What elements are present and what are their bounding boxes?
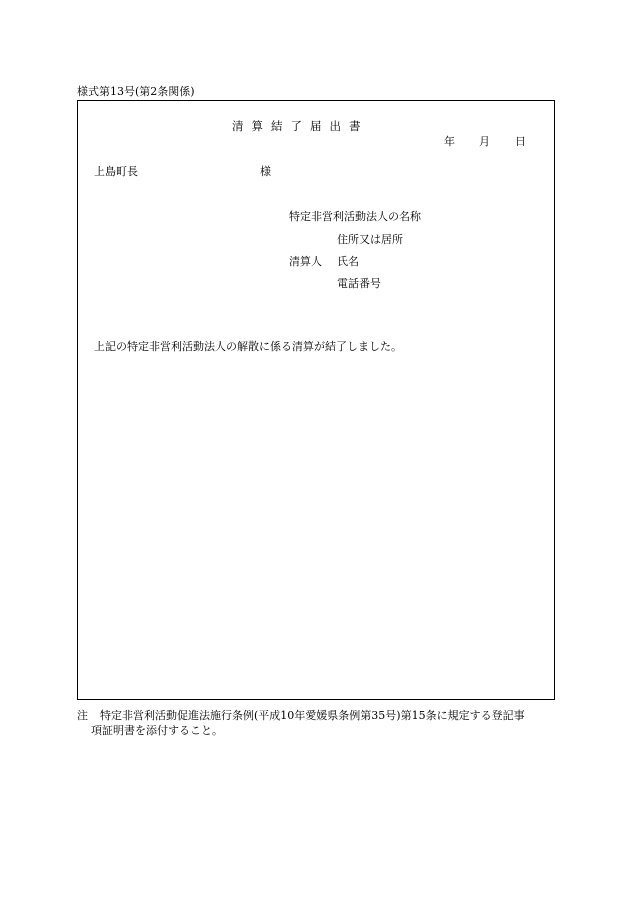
liquidator-name-label: 氏名 [337, 255, 359, 268]
address-label: 住所又は居所 [337, 233, 403, 246]
date-year-label: 年 [444, 135, 455, 148]
document-title: 清算結了届出書 [232, 119, 369, 133]
form-frame [77, 100, 555, 700]
liquidator-label: 清算人 [289, 255, 322, 268]
date-day-label: 日 [515, 135, 526, 148]
note-text-line-1: 特定非営利活動促進法施行条例(平成10年愛媛県条例第35号)第15条に規定する登記事 [100, 709, 525, 722]
addressee-name: 上島町長 [94, 165, 138, 178]
phone-label: 電話番号 [337, 277, 381, 290]
addressee-honorific: 様 [260, 165, 271, 178]
date-month-label: 月 [479, 135, 490, 148]
body-statement: 上記の特定非営利活動法人の解散に係る清算が結了しました。 [94, 340, 402, 353]
org-name-label: 特定非営利活動法人の名称 [289, 210, 421, 223]
form-number-label: 様式第13号(第2条関係) [77, 85, 195, 98]
note-mark: 注 [77, 709, 88, 722]
note-text-line-2: 項証明書を添付すること。 [91, 724, 223, 737]
